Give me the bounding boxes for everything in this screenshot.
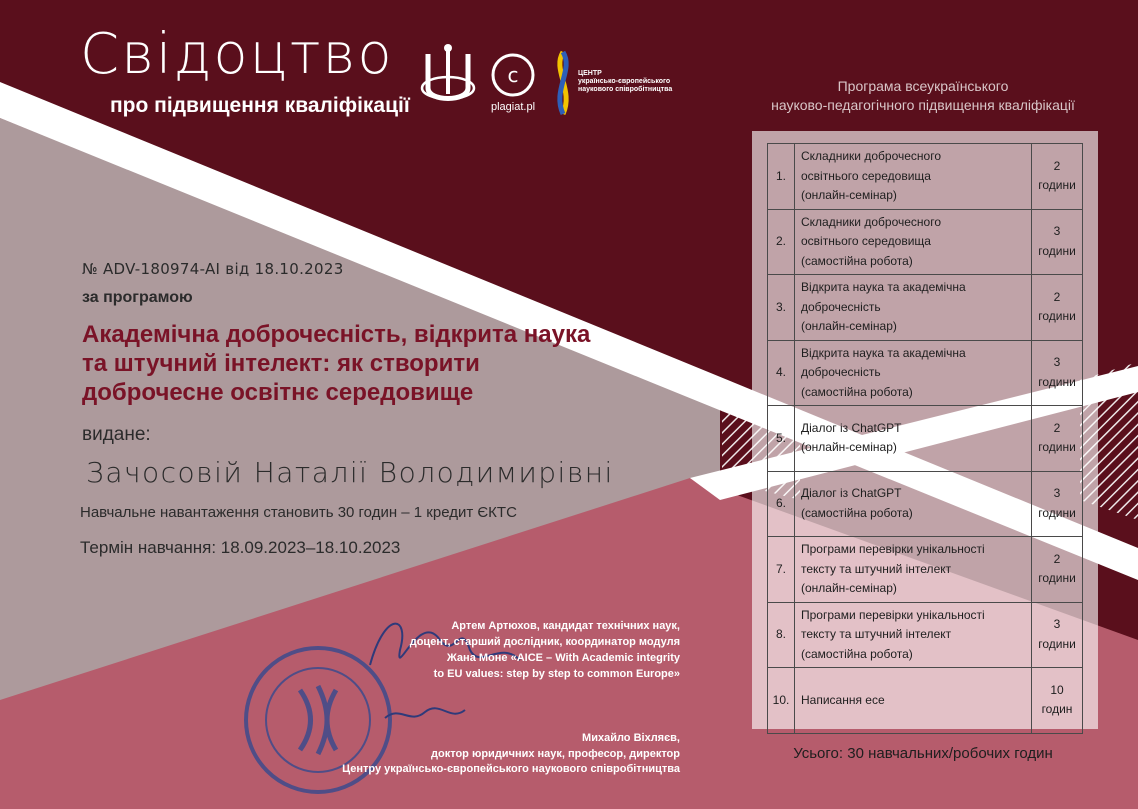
total-hours: Усього: 30 навчальних/робочих годин <box>793 745 1053 762</box>
module-hours: 3 години <box>1032 602 1083 668</box>
table-row <box>768 275 1083 341</box>
module-title: Програми перевірки унікальності тексту та штучний інтелект (самостійна робота) <box>795 602 1032 668</box>
module-title: Програми перевірки унікальності тексту та штучний інтелект (онлайн-семінар) <box>795 537 1032 603</box>
table-row <box>768 340 1083 406</box>
table-row <box>768 406 1083 472</box>
course-title: Академічна доброчесність, відкрита наука та штучний інтелект: як створити доброчесне освітнє середовище <box>82 321 591 406</box>
program-label: за програмою <box>82 289 193 306</box>
study-period: Термін навчання: 18.09.2023–18.10.2023 <box>80 538 401 557</box>
workload-text: Навчальне навантаження становить 30 годин – 1 кредит ЄКТС <box>80 504 517 521</box>
module-title: Діалог із ChatGPT (самостійна робота) <box>795 471 1032 537</box>
row-number: 4. <box>768 340 795 406</box>
table-row <box>768 471 1083 537</box>
row-number: 5. <box>768 406 795 472</box>
row-number: 10. <box>768 668 795 734</box>
row-number: 7. <box>768 537 795 603</box>
table-row <box>768 537 1083 603</box>
table-row <box>768 209 1083 275</box>
center-logo-icon <box>550 50 576 116</box>
certificate-subtitle: про підвищення кваліфікації <box>110 94 410 117</box>
module-title: Складники доброчесного освітнього середовища (онлайн-семінар) <box>795 144 1032 210</box>
issued-label: видане: <box>82 424 151 445</box>
row-number: 2. <box>768 209 795 275</box>
module-title: Відкрита наука та академічна доброчесність (онлайн-семінар) <box>795 275 1032 341</box>
module-hours: 2 години <box>1032 275 1083 341</box>
module-title: Відкрита наука та академічна доброчесність (самостійна робота) <box>795 340 1032 406</box>
module-title: Діалог із ChatGPT (онлайн-семінар) <box>795 406 1032 472</box>
certificate-title: Свідоцтво <box>80 22 394 87</box>
module-hours: 10 годин <box>1032 668 1083 734</box>
table-row <box>768 668 1083 734</box>
program-table <box>767 143 1083 734</box>
signatory-2: Михайло Віхляєв, доктор юридичних наук, професор, директор Центру українсько-європейського наукового співробітництва <box>342 732 680 775</box>
row-number: 1. <box>768 144 795 210</box>
university-logo-icon <box>418 44 478 112</box>
module-hours: 3 години <box>1032 340 1083 406</box>
plagiat-logo-icon <box>488 50 538 100</box>
signatory-1: Артем Артюхов, кандидат технічних наук, доцент, старший дослідник, координатор модуля Жана Моне «AICE – With Academic integrity to EU values: step by step to common Europe» <box>409 620 680 680</box>
module-hours: 2 години <box>1032 406 1083 472</box>
center-logo-text: ЦЕНТР українсько-європейського наукового співробітництва <box>578 70 673 93</box>
module-title: Складники доброчесного освітнього середовища (самостійна робота) <box>795 209 1032 275</box>
row-number: 3. <box>768 275 795 341</box>
svg-text:c: c <box>507 63 519 87</box>
program-header: Програма всеукраїнського науково-педагогічного підвищення кваліфікації <box>771 78 1075 113</box>
table-row <box>768 602 1083 668</box>
module-hours: 2 години <box>1032 537 1083 603</box>
recipient-name: Зачосовій Наталії Володимирівні <box>86 456 614 489</box>
table-row <box>768 144 1083 210</box>
module-title: Написання есе <box>795 668 1032 734</box>
module-hours: 3 години <box>1032 471 1083 537</box>
plagiat-logo-text: plagiat.pl <box>491 101 536 113</box>
row-number: 8. <box>768 602 795 668</box>
module-hours: 3 години <box>1032 209 1083 275</box>
row-number: 6. <box>768 471 795 537</box>
module-hours: 2 години <box>1032 144 1083 210</box>
certificate-number: № ADV-180974-AI від 18.10.2023 <box>82 260 344 278</box>
